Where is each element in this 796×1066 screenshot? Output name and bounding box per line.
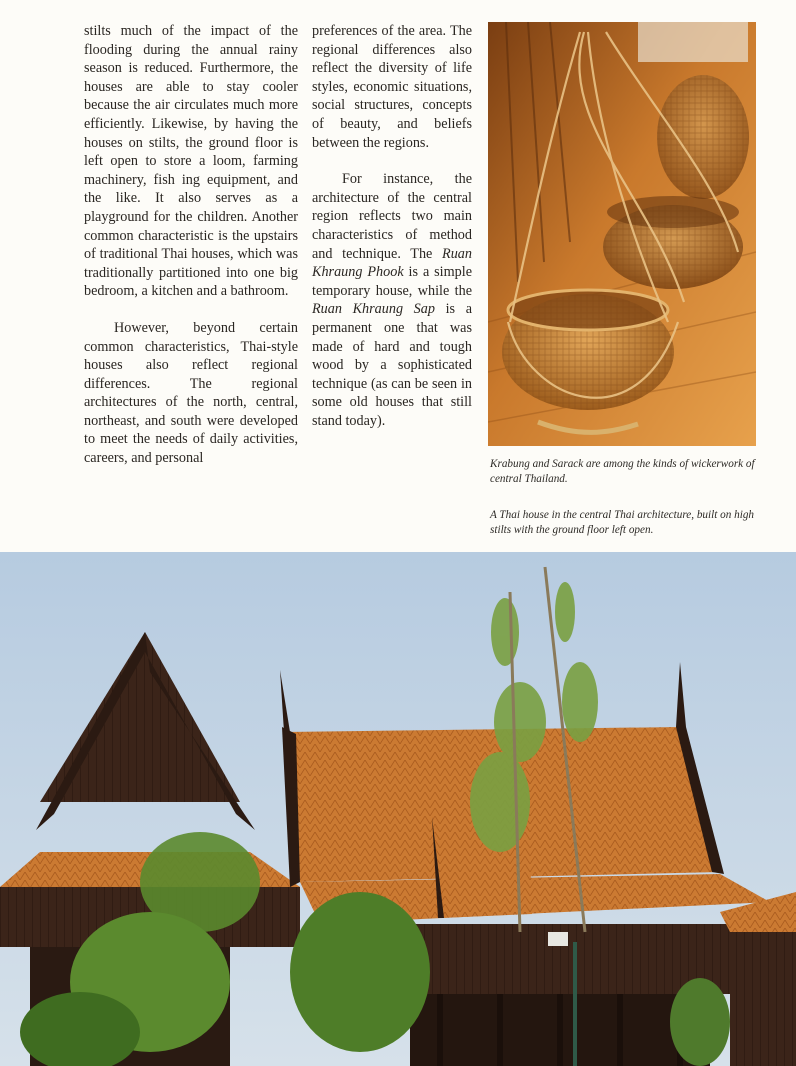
- photo-thai-house: [0, 552, 796, 1066]
- text-column-left: [84, 22, 298, 468]
- paragraph: preferences of the area. The regional differences also reflect the diversity of life styles, economic situations, social structures, concepts of beauty, and beliefs between the regions.: [312, 23, 472, 151]
- paragraph: stilts much of the impact of the flooding during the annual rainy season is reduced. Furthermore, the houses are able to stay cooler because the air circulates much more efficiently. Likewise, by having the houses on stilts, the ground floor is left open to store a loom, farming machinery, fish ing equipment, and the like. It also serves as a playground for the children. Another common characteristic is the upstairs of traditional Thai houses, which was traditionally partitioned into one big bedroom, a kitchen and a bathroom.: [84, 23, 298, 300]
- photo-baskets: [488, 22, 756, 446]
- text-run: is a permanent one that was made of hard and tough wood by a sophisticated technique (as can be seen in some old houses that still stand today).: [312, 301, 473, 429]
- text-run: For instance, the architecture of the central region reflects two main characteristics of method and technique. The: [312, 171, 472, 262]
- paragraph: However, beyond certain common characteristics, Thai-style houses also reflect regional differences. The regional architectures of the north, central, northeast, and south were developed to meet the needs of daily activities, careers, and personal: [84, 319, 298, 467]
- paragraph: [312, 170, 472, 430]
- term-ruan-khraung-phook: Ruan Khraung Phook: [312, 245, 472, 281]
- text-column-right: [312, 22, 472, 430]
- caption-house: A Thai house in the central Thai architecture, built on high stilts with the ground floor left open.: [490, 509, 755, 536]
- text-run: is a simple temporary house, while the: [312, 264, 472, 299]
- basket-illustration: [488, 22, 756, 446]
- term-ruan-khraung-sap: Ruan Khraung Sap: [312, 301, 435, 318]
- caption-baskets: Krabung and Sarack are among the kinds of wickerwork of central Thailand.: [490, 458, 755, 485]
- thai-house-illustration: [0, 552, 796, 1066]
